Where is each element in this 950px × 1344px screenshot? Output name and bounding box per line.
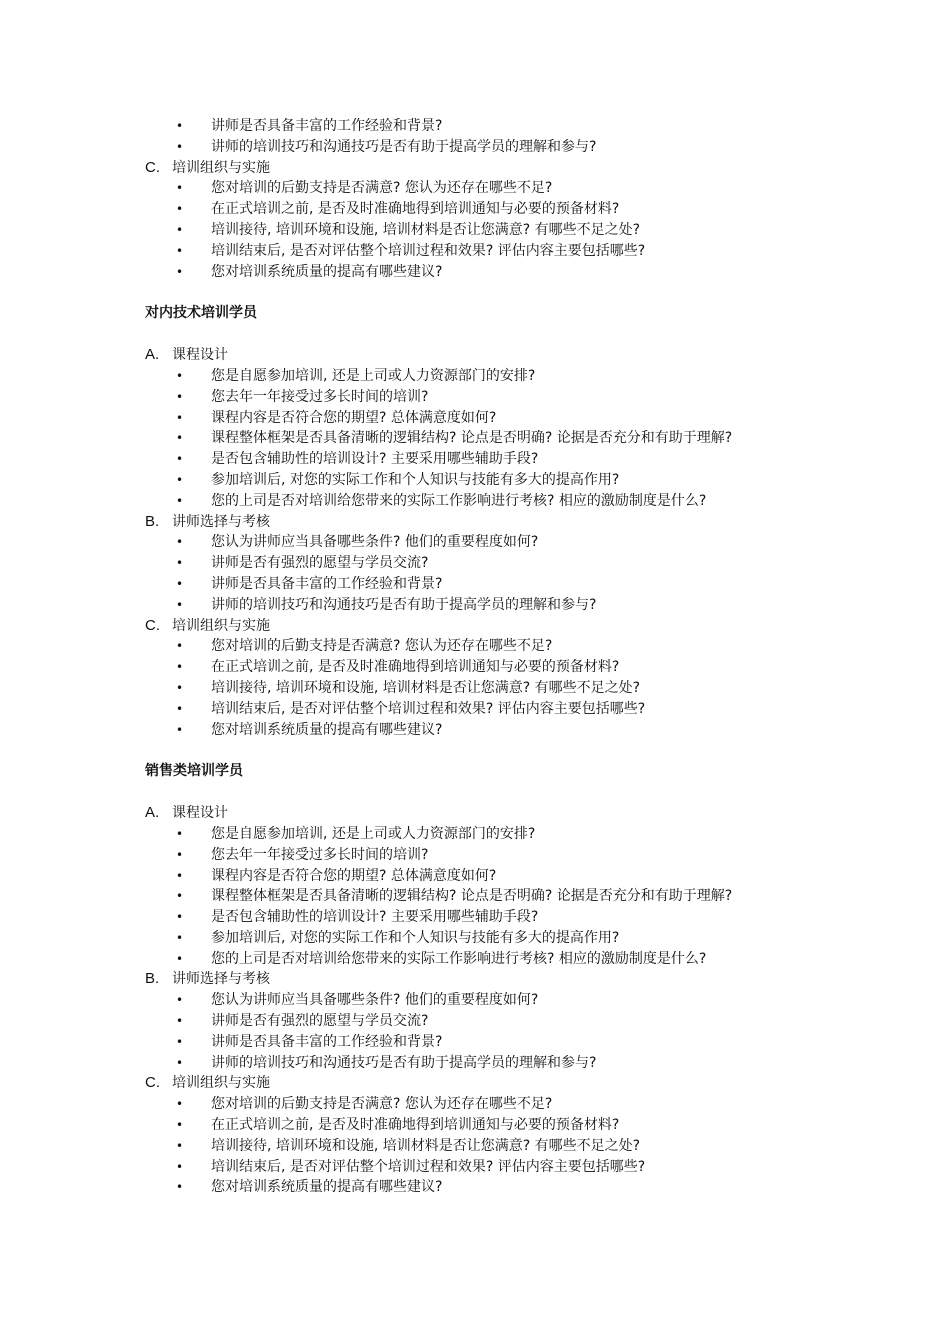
list-item-text: 是否包含辅助性的培训设计? 主要采用哪些辅助手段? <box>211 451 539 468</box>
bullet-icon: • <box>176 1159 184 1174</box>
list-item-text: 培训结束后, 是否对评估整个培训过程和效果? 评估内容主要包括哪些? <box>211 700 646 717</box>
bullet-icon: • <box>176 1118 184 1133</box>
bullet-icon: • <box>176 431 184 446</box>
list-item <box>0 449 950 470</box>
bullet-icon: • <box>176 660 184 675</box>
list-item-text: 您是自愿参加培训, 还是上司或人力资源部门的安排? <box>211 825 536 842</box>
document-page <box>0 116 950 1198</box>
spacer <box>0 282 950 303</box>
bullet-icon: • <box>176 389 184 404</box>
section-heading-text: 销售类培训学员 <box>145 763 243 780</box>
list-item-text: 讲师的培训技巧和沟通技巧是否有助于提高学员的理解和参与? <box>211 138 597 155</box>
list-item <box>0 387 950 408</box>
list-item <box>0 366 950 387</box>
list-item-text: 在正式培训之前, 是否及时准确地得到培训通知与必要的预备材料? <box>211 1117 620 1134</box>
bullet-icon: • <box>176 868 184 883</box>
list-item-text: 培训结束后, 是否对评估整个培训过程和效果? 评估内容主要包括哪些? <box>211 242 646 259</box>
subsection-marker: C. <box>145 158 160 176</box>
bullet-icon: • <box>176 472 184 487</box>
bullet-icon: • <box>176 119 184 133</box>
list-item <box>0 1032 950 1053</box>
subsection-header <box>0 803 950 824</box>
list-item <box>0 220 950 241</box>
list-item-text: 培训接待, 培训环境和设施, 培训材料是否让您满意? 有哪些不足之处? <box>211 1137 641 1154</box>
subsection-title: 培训组织与实施 <box>172 1075 270 1092</box>
bullet-icon: • <box>176 181 184 196</box>
list-item-text: 课程整体框架是否具备清晰的逻辑结构? 论点是否明确? 论据是否充分和有助于理解? <box>211 430 733 447</box>
list-item-text: 您对培训系统质量的提高有哪些建议? <box>211 721 443 738</box>
spacer <box>0 324 950 345</box>
bullet-icon: • <box>176 222 184 237</box>
subsection-marker: C. <box>145 616 160 634</box>
bullet-icon: • <box>176 1055 184 1070</box>
list-item-text: 培训结束后, 是否对评估整个培训过程和效果? 评估内容主要包括哪些? <box>211 1158 646 1175</box>
list-item-text: 参加培训后, 对您的实际工作和个人知识与技能有多大的提高作用? <box>211 471 620 488</box>
list-item <box>0 886 950 907</box>
list-item-text: 是否包含辅助性的培训设计? 主要采用哪些辅助手段? <box>211 909 539 926</box>
subsection-header <box>0 512 950 533</box>
bullet-icon: • <box>176 576 184 591</box>
list-item <box>0 720 950 741</box>
bullet-icon: • <box>176 701 184 716</box>
list-item-text: 讲师是否具备丰富的工作经验和背景? <box>211 1033 443 1050</box>
bullet-icon: • <box>176 556 184 571</box>
list-item <box>0 532 950 553</box>
list-item <box>0 1053 950 1074</box>
bullet-icon: • <box>176 910 184 925</box>
bullet-icon: • <box>176 826 184 841</box>
subsection-marker: C. <box>145 1074 160 1092</box>
subsection-marker: B. <box>145 512 160 530</box>
list-item <box>0 574 950 595</box>
list-item-text: 培训接待, 培训环境和设施, 培训材料是否让您满意? 有哪些不足之处? <box>211 679 641 696</box>
list-item-text: 讲师是否具备丰富的工作经验和背景? <box>211 118 443 134</box>
bullet-icon: • <box>176 202 184 217</box>
list-item <box>0 241 950 262</box>
subsection-marker: B. <box>145 970 160 988</box>
list-item <box>0 928 950 949</box>
list-item <box>0 1115 950 1136</box>
subsection-title: 培训组织与实施 <box>172 617 270 634</box>
section-heading <box>0 303 950 324</box>
bullet-icon: • <box>176 452 184 467</box>
list-item <box>0 262 950 283</box>
bullet-icon: • <box>176 368 184 383</box>
list-item-text: 讲师是否具备丰富的工作经验和背景? <box>211 575 443 592</box>
list-item <box>0 178 950 199</box>
subsection-header <box>0 616 950 637</box>
bullet-icon: • <box>176 951 184 966</box>
bullet-icon: • <box>176 493 184 508</box>
list-item-text: 讲师的培训技巧和沟通技巧是否有助于提高学员的理解和参与? <box>211 1054 597 1071</box>
bullet-icon: • <box>176 639 184 654</box>
list-item <box>0 866 950 887</box>
spacer <box>0 740 950 761</box>
bullet-icon: • <box>176 410 184 425</box>
list-item <box>0 116 950 137</box>
list-item-text: 您认为讲师应当具备哪些条件? 他们的重要程度如何? <box>211 534 539 551</box>
bullet-icon: • <box>176 680 184 695</box>
bullet-icon: • <box>176 597 184 612</box>
list-item <box>0 1177 950 1198</box>
list-item <box>0 1157 950 1178</box>
list-item <box>0 636 950 657</box>
list-item <box>0 657 950 678</box>
list-item-text: 您去年一年接受过多长时间的培训? <box>211 388 429 405</box>
bullet-icon: • <box>176 847 184 862</box>
bullet-icon: • <box>176 1097 184 1112</box>
list-item <box>0 907 950 928</box>
spacer <box>0 782 950 803</box>
section-heading-text: 对内技术培训学员 <box>145 305 257 322</box>
list-item-text: 您对培训系统质量的提高有哪些建议? <box>211 1179 443 1196</box>
bullet-icon: • <box>176 722 184 737</box>
bullet-icon: • <box>176 264 184 279</box>
subsection-marker: A. <box>145 804 160 822</box>
list-item-text: 您的上司是否对培训给您带来的实际工作影响进行考核? 相应的激励制度是什么? <box>211 492 707 509</box>
bullet-icon: • <box>176 993 184 1008</box>
list-item-text: 在正式培训之前, 是否及时准确地得到培训通知与必要的预备材料? <box>211 201 620 218</box>
list-item-text: 培训接待, 培训环境和设施, 培训材料是否让您满意? 有哪些不足之处? <box>211 221 641 238</box>
subsection-header <box>0 1073 950 1094</box>
subsection-title: 课程设计 <box>172 805 228 822</box>
list-item <box>0 553 950 574</box>
list-item-text: 讲师的培训技巧和沟通技巧是否有助于提高学员的理解和参与? <box>211 596 597 613</box>
list-item <box>0 199 950 220</box>
bullet-icon: • <box>176 1014 184 1029</box>
list-item <box>0 408 950 429</box>
list-item-text: 您对培训的后勤支持是否满意? 您认为还存在哪些不足? <box>211 1096 553 1113</box>
subsection-title: 讲师选择与考核 <box>172 513 270 530</box>
subsection-title: 课程设计 <box>172 347 228 364</box>
subsection-header <box>0 158 950 179</box>
list-item-text: 讲师是否有强烈的愿望与学员交流? <box>211 1013 429 1030</box>
bullet-icon: • <box>176 930 184 945</box>
list-item-text: 课程整体框架是否具备清晰的逻辑结构? 论点是否明确? 论据是否充分和有助于理解? <box>211 888 733 905</box>
section-heading <box>0 761 950 782</box>
list-item <box>0 949 950 970</box>
bullet-icon: • <box>176 889 184 904</box>
list-item-text: 您对培训的后勤支持是否满意? 您认为还存在哪些不足? <box>211 638 553 655</box>
list-item <box>0 678 950 699</box>
list-item-text: 您对培训的后勤支持是否满意? 您认为还存在哪些不足? <box>211 180 553 197</box>
list-item-text: 讲师是否有强烈的愿望与学员交流? <box>211 555 429 572</box>
bullet-icon: • <box>176 1180 184 1195</box>
list-item <box>0 1094 950 1115</box>
subsection-title: 讲师选择与考核 <box>172 971 270 988</box>
bullet-icon: • <box>176 243 184 258</box>
list-item <box>0 699 950 720</box>
subsection-marker: A. <box>145 346 160 364</box>
list-item-text: 您的上司是否对培训给您带来的实际工作影响进行考核? 相应的激励制度是什么? <box>211 950 707 967</box>
list-item-text: 您认为讲师应当具备哪些条件? 他们的重要程度如何? <box>211 992 539 1009</box>
list-item <box>0 1136 950 1157</box>
bullet-icon: • <box>176 1138 184 1153</box>
list-item <box>0 1011 950 1032</box>
list-item-text: 参加培训后, 对您的实际工作和个人知识与技能有多大的提高作用? <box>211 929 620 946</box>
bullet-icon: • <box>176 1034 184 1049</box>
subsection-header <box>0 345 950 366</box>
list-item-text: 您去年一年接受过多长时间的培训? <box>211 846 429 863</box>
list-item <box>0 137 950 158</box>
list-item <box>0 428 950 449</box>
list-item <box>0 990 950 1011</box>
bullet-icon: • <box>176 139 184 154</box>
list-item-text: 在正式培训之前, 是否及时准确地得到培训通知与必要的预备材料? <box>211 659 620 676</box>
subsection-header <box>0 969 950 990</box>
bullet-icon: • <box>176 535 184 550</box>
list-item-text: 课程内容是否符合您的期望? 总体满意度如何? <box>211 867 497 884</box>
list-item <box>0 845 950 866</box>
list-item <box>0 595 950 616</box>
list-item-text: 您是自愿参加培训, 还是上司或人力资源部门的安排? <box>211 367 536 384</box>
list-item <box>0 824 950 845</box>
subsection-title: 培训组织与实施 <box>172 159 270 176</box>
list-item <box>0 491 950 512</box>
list-item <box>0 470 950 491</box>
list-item-text: 课程内容是否符合您的期望? 总体满意度如何? <box>211 409 497 426</box>
list-item-text: 您对培训系统质量的提高有哪些建议? <box>211 263 443 280</box>
